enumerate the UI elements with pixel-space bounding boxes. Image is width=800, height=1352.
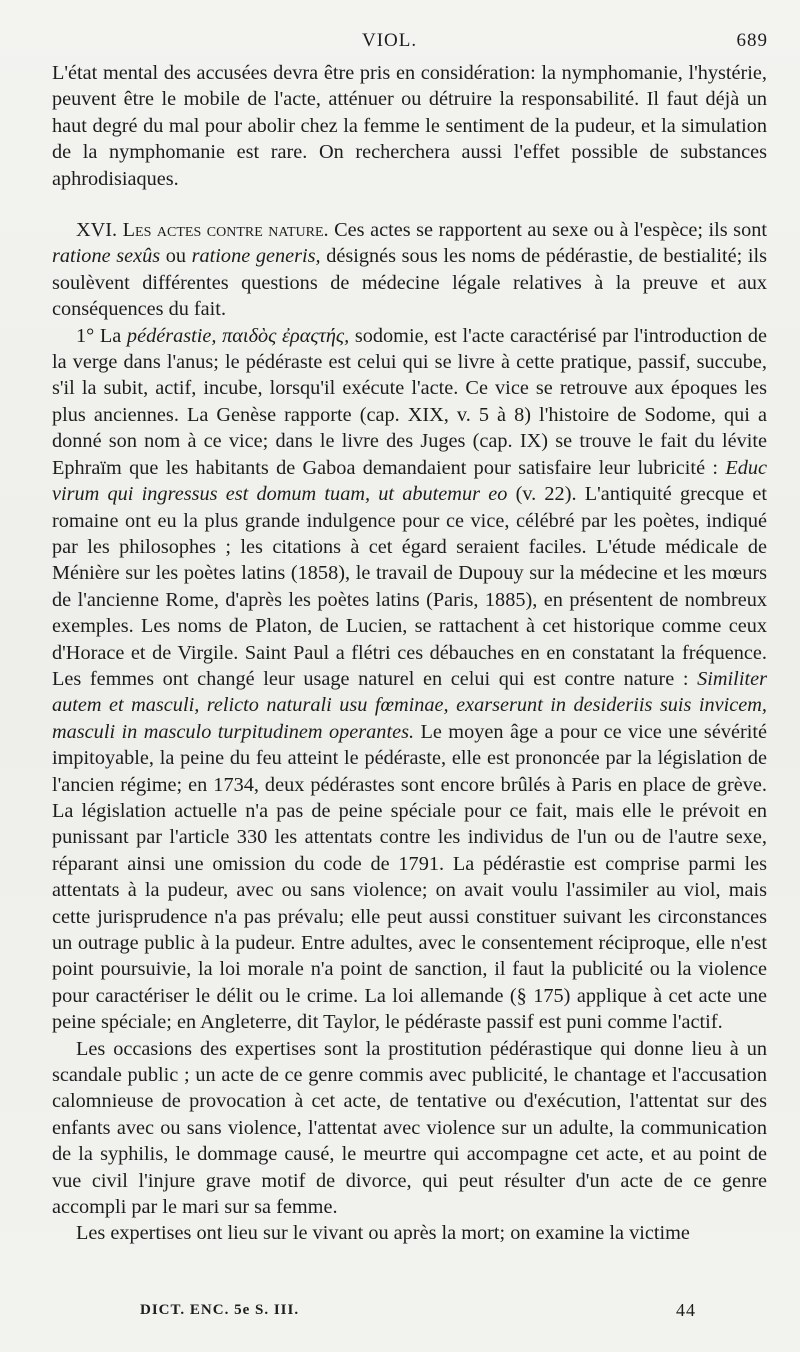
paragraph: L'état mental des accusées devra être pris en considération: la nymphomanie, l'hystérie, peuvent être le mobile de l'acte, atténuer ou détruire la responsabilité. Il faut déjà un haut degré du mal pour abolir chez la femme le sentiment de la pudeur, et la simulation de la nymphomanie est rare. On recherchera aussi l'effet possible de substances aphrodisiaques. (52, 62, 767, 190)
page-number: 689 (736, 30, 768, 51)
running-head (52, 30, 770, 58)
greek-term: παιδὸς ἐραςτής, (222, 324, 350, 347)
latin-quote: Educ virum qui ingressus est domum tuam, ut abutemur eo (52, 456, 767, 506)
section-paragraph: XVI. Les actes contre nature. Ces actes se rapportent au sexe ou à l'espèce; ils sont ratione sexûs ou ratione generis, désignés sous les noms de pédérastie, de bestialité; ils soulèvent différentes questions de médecine légale relatives à la preuve et aux conséquences du fait. (52, 219, 767, 321)
running-title: VIOL. (362, 30, 418, 51)
paragraph: Les expertises ont lieu sur le vivant ou après la mort; on examine la victime (76, 1222, 690, 1245)
sheet-number: 44 (676, 1300, 696, 1320)
paragraph: Les occasions des expertises sont la prostitution pédérastique qui donne lieu à un scandale public ; un acte de ce genre commis avec publicité, le chantage et l'accusation calomnieuse de provocation à cet acte, de tentative ou d'exécution, l'attentat sur des enfants avec ou sans violence, l'attentat avec violence sur un adulte, la communication de la syphilis, le dommage causé, le meurtre qui accompagne cet acte, et au point de vue civil l'injure grave motif de divorce, qui peut résulter d'un acte de ce genre accompli par le mari sur sa femme. (52, 1037, 767, 1219)
body-text (52, 60, 767, 1247)
paragraph: 1° La pédérastie, παιδὸς ἐραςτής, sodomie, est l'acte caractérisé par l'introduction de la verge dans l'anus; le pédéraste est celui qui se livre à cette pratique, passif, succube, s'il la subit, actif, incube, lorsqu'il exécute l'acte. Ce vice se retrouve aux époques les plus anciennes. La Genèse rapporte (cap. XIX, v. 5 à 8) l'histoire de Sodome, qui a donné son nom à ce vice; dans le livre des Juges (cap. IX) se trouve le fait du lévite Ephraïm que les habitants de Gaboa demandaient pour satisfaire leur lubricité : Educ virum qui ingressus est domum tuam, ut abutemur eo (v. 22). L'antiquité grecque et romaine ont eu la plus grande indulgence pour ce vice, célébré par les poètes, indiqué par les philosophes ; les citations à cet égard seraient faciles. L'étude médicale de Ménière sur les poètes latins (1858), le travail de Dupouy sur la médecine et les mœurs de l'ancienne Rome, d'après les poètes latins (Paris, 1885), en présentent de nombreux exemples. Les noms de Platon, de Lucien, se rattachent à cet historique comme ceux d'Horace et de Virgile. Saint Paul a flétri ces débauches en en constatant la fréquence. Les femmes ont changé leur usage naturel en celui qui est contre nature : Similiter autem et masculi, relicto naturali usu fœminae, exarserunt in desideriis suis invicem, masculi in masculo turpitudinem operantes. Le moyen âge a pour ce vice une sévérité impitoyable, la peine du feu atteint le pédéraste, elle est prononcée par la législation de l'ancien régime; en 1734, deux pédérastes sont encore brûlés à Paris en place de grève. La législation actuelle n'a pas de peine spéciale pour ce fait, mais elle le prévoit en punissant par l'article 330 les attentats contre les individus de l'un ou de l'autre sexe, réparant ainsi une omission du code de 1791. La pédérastie est comprise parmi les attentats à la pudeur, avec ou sans violence; on avait voulu l'assimiler au viol, mais cette jurisprudence n'a pas prévalu; elle peut aussi constituer suivant les circonstances un outrage public à la pudeur. Entre adultes, avec le consentement réciproque, elle n'est point poursuivie, la loi morale n'a point de sanction, il faut la publicité ou la violence pour caractériser le délit ou le crime. La loi allemande (§ 175) applique à cet acte une peine spéciale; en Angleterre, dit Taylor, le pédéraste passif est puni comme l'actif. (52, 324, 768, 1034)
footer (140, 1302, 740, 1326)
section-heading: Les actes contre nature. (122, 219, 329, 242)
section-number: XVI. (76, 219, 118, 242)
term-italic: pédérastie, (126, 324, 217, 347)
latin-quote: Similiter autem et masculi, relicto naturali usu fœminae, exarserunt in desideriis suis invicem, masculi in masculo turpitudinem operantes. (52, 667, 767, 743)
signature-mark: DICT. ENC. 5e S. III. (140, 1302, 300, 1318)
